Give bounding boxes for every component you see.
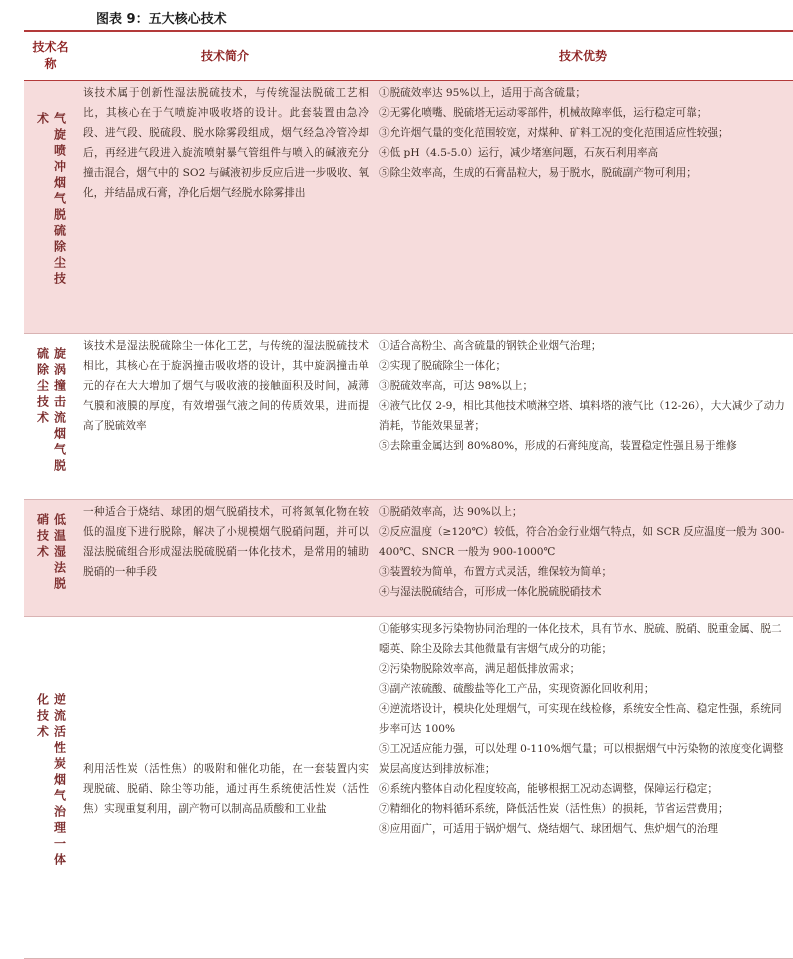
advantage-item: ④液气比仅 2-9，相比其他技术喷淋空塔、填料塔的液气比（12-26），大大减少了动力消耗，节能效果显著； — [379, 400, 785, 432]
advantage-item: ③脱硫效率高，可达 98%以上； — [379, 380, 534, 392]
advantage-item: ⑤工况适应能力强，可以处理 0-110%烟气量；可以根据烟气中污染物的浓度变化调整炭层高度达到排放标准； — [379, 743, 784, 775]
tech-intro: 该技术属于创新性湿法脱硫技术，与传统湿法脱硫工艺相比，其核心在于气喷旋冲吸收塔的设计。此套装置由急冷段、进气段、脱硫段、脱水除雾段组成，烟气经急冷管冷却后，再经进气段进入旋流喷射暴气管组件与喷入的碱液充分撞击混合，烟气中的 SO2 与碱液初步反应后进一步吸收、氧化，并结晶成石膏，净化后烟气经脱水除雾排出 — [77, 81, 373, 334]
header-tech-intro: 技术简介 — [200, 48, 249, 63]
advantage-item: ④与湿法脱硫结合，可形成一体化脱硫脱硝技术 — [379, 586, 602, 598]
tech-name-cell — [24, 617, 77, 959]
tech-name-cell — [24, 334, 77, 500]
tech-advantages — [373, 334, 793, 500]
table-row — [24, 81, 793, 334]
tech-name: 低温湿法脱硝技术 — [35, 513, 67, 593]
advantage-item: ①脱硝效率高，达 90%以上； — [379, 506, 523, 518]
tech-advantages — [373, 81, 793, 334]
tech-name: 旋涡撞击流烟气脱硫除尘技术 — [35, 346, 67, 475]
advantage-item: ③副产浓硫酸、硫酸盐等化工产品，实现资源化回收利用； — [379, 683, 655, 695]
technology-table — [24, 30, 793, 959]
advantage-item: ④逆流塔设计，模块化处理烟气，可实现在线检修，系统安全性高、稳定性强，系统同步率可达 100% — [379, 703, 782, 735]
advantage-item: ⑤除尘效率高，生成的石膏晶粒大，易于脱水，脱硫副产物可利用； — [379, 167, 697, 179]
tech-name-cell — [24, 81, 77, 334]
table-row — [24, 334, 793, 500]
table-header-row — [24, 31, 793, 81]
header-tech-name: 技术名称 — [32, 40, 69, 71]
tech-name-cell — [24, 500, 77, 617]
advantage-item: ③装置较为简单，布置方式灵活，维保较为简单； — [379, 566, 613, 578]
advantage-item: ②污染物脱除效率高，满足超低排放需求； — [379, 663, 581, 675]
tech-advantages — [373, 500, 793, 617]
header-tech-advantage: 技术优势 — [558, 48, 607, 63]
advantage-item: ③允许烟气量的变化范围较宽，对煤种、矿料工况的变化范围适应性较强； — [379, 127, 729, 139]
tech-intro: 该技术是湿法脱硫除尘一体化工艺，与传统的湿法脱硫技术相比，其核心在于旋涡撞击吸收塔的设计，其中旋涡撞击单元的存在大大增加了烟气与吸收液的接触面积及时间，减薄气膜和液膜的厚度，有效增强气液之间的传质效果，进而提高了脱硫效率 — [77, 334, 373, 500]
advantage-item: ④低 pH（4.5-5.0）运行，减少堵塞问题，石灰石利用率高 — [379, 147, 659, 159]
tech-intro: 利用活性炭（活性焦）的吸附和催化功能，在一套装置内实现脱硫、脱硝、除尘等功能，通过再生系统使活性炭（活性焦）实现重复利用，副产物可以制高品质酸和工业盐 — [77, 617, 373, 959]
advantage-item: ①适合高粉尘、高含硫量的钢铁企业烟气治理； — [379, 340, 602, 352]
advantage-item: ⑦精细化的物料循环系统，降低活性炭（活性焦）的损耗，节省运营费用； — [379, 803, 729, 815]
advantage-item: ⑤去除重金属达到 80%80%，形成的石膏纯度高，装置稳定性强且易于维修 — [379, 440, 737, 452]
advantage-item: ②反应温度（≥120℃）较低，符合冶金行业烟气特点，如 SCR 反应温度一般为 300-400℃、SNCR 一般为 900-1000℃ — [379, 526, 785, 558]
advantage-item: ②无雾化喷嘴、脱硫塔无运动零部件，机械故障率低，运行稳定可靠； — [379, 107, 708, 119]
table-row — [24, 500, 793, 617]
advantage-item: ⑥系统内整体自动化程度较高，能够根据工况动态调整，保障运行稳定； — [379, 783, 718, 795]
figure-title: 图表 9：五大核心技术 — [96, 12, 227, 27]
table-row — [24, 617, 793, 959]
tech-name: 气旋喷冲烟气脱硫除尘技术 — [35, 112, 67, 288]
advantage-item: ①脱硫效率达 95%以上，适用于高含硫量； — [379, 87, 587, 99]
advantage-item: ⑧应用面广，可适用于锅炉烟气、烧结烟气、球团烟气、焦炉烟气的治理 — [379, 823, 718, 835]
tech-name: 逆流活性炭烟气治理一体化技术 — [35, 692, 67, 869]
advantage-item: ①能够实现多污染物协同治理的一体化技术，具有节水、脱硫、脱硝、脱重金属、脱二噁英、除尘及除去其他微量有害烟气成分的功能； — [379, 623, 782, 655]
advantage-item: ②实现了脱硫除尘一体化； — [379, 360, 507, 372]
tech-intro: 一种适合于烧结、球团的烟气脱硝技术，可将氮氧化物在较低的温度下进行脱除，解决了小规模烟气脱硝问题，并可以湿法脱硫组合形成湿法脱硫脱硝一体化技术，是常用的辅助脱硝的一种手段 — [77, 500, 373, 617]
tech-advantages — [373, 617, 793, 959]
